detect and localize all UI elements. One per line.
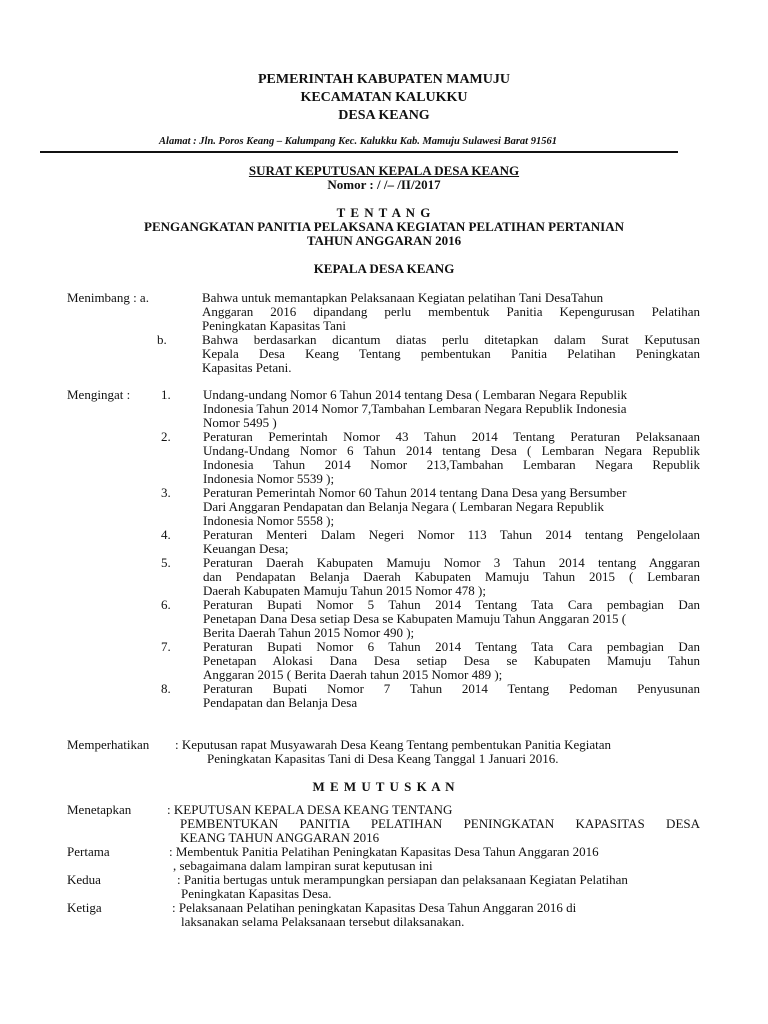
mengingat-item-4-line2: Keuangan Desa; <box>203 541 289 556</box>
menimbang-b-line1: Bahwa berdasarkan dicantum diatas perlu ditetapkan dalam Surat Keputusan <box>202 332 700 347</box>
menimbang-label: Menimbang : a. <box>67 290 149 305</box>
memutuskan-heading: M E M U T U S K A N <box>312 779 456 794</box>
mengingat-item-7-line1: Peraturan Bupati Nomor 6 Tahun 2014 Tentang Tata Cara pembagian Dan <box>203 639 700 654</box>
mengingat-item-2-number: 2. <box>161 429 171 444</box>
mengingat-item-6-line2: Penetapan Dana Desa setiap Desa se Kabupaten Mamuju Tahun Anggaran 2015 ( <box>203 611 627 626</box>
kedua-label: Kedua <box>67 872 101 887</box>
mengingat-item-3-line1: Peraturan Pemerintah Nomor 60 Tahun 2014 tentang Dana Desa yang Bersumber <box>203 485 627 500</box>
mengingat-item-2-line1: Peraturan Pemerintah Nomor 43 Tahun 2014 Tentang Peraturan Pelaksanaan <box>203 429 700 444</box>
letterhead-district: KECAMATAN KALUKKU <box>300 90 468 105</box>
pertama-label: Pertama <box>67 844 110 859</box>
letterhead-government: PEMERINTAH KABUPATEN MAMUJU <box>258 72 510 87</box>
mengingat-item-3-line3: Indonesia Nomor 5558 ); <box>203 513 335 528</box>
decree-subject-line2: TAHUN ANGGARAN 2016 <box>306 233 462 248</box>
letterhead-village: DESA KEANG <box>338 108 430 123</box>
kedua-line1: : Panitia bertugas untuk merampungkan persiapan dan pelaksanaan Kegiatan Pelatihan <box>177 872 628 887</box>
memperhatikan-label: Memperhatikan <box>67 737 150 752</box>
letterhead-address: Alamat : Jln. Poros Keang – Kalumpang Kec. Kalukku Kab. Mamuju Sulawesi Barat 91561 <box>159 136 557 147</box>
mengingat-item-6-number: 6. <box>161 597 171 612</box>
mengingat-item-2-line2: Undang-Undang Nomor 6 Tahun 2014 tentang Desa ( Lembaran Negara Republik <box>203 443 700 458</box>
mengingat-label: Mengingat : <box>67 387 131 402</box>
pertama-line2: , sebagaimana dalam lampiran surat keputusan ini <box>173 858 433 873</box>
mengingat-item-5-line1: Peraturan Daerah Kabupaten Mamuju Nomor 3 Tahun 2014 tentang Anggaran <box>203 555 700 570</box>
menetapkan-line2: PEMBENTUKAN PANITIA PELATIHAN PENINGKATAN KAPASITAS DESA <box>180 816 700 831</box>
kedua-line2: Peningkatan Kapasitas Desa. <box>181 886 332 901</box>
mengingat-item-3-line2: Dari Anggaran Pendapatan dan Belanja Negara ( Lembaran Negara Republik <box>203 499 605 514</box>
letterhead-divider <box>40 151 678 153</box>
mengingat-item-6-line3: Berita Daerah Tahun 2015 Nomor 490 ); <box>203 625 415 640</box>
tentang-heading: T E N T A N G <box>336 205 432 220</box>
mengingat-item-1-line3: Nomor 5495 ) <box>203 415 277 430</box>
menimbang-a-line1: Bahwa untuk memantapkan Pelaksanaan Kegiatan pelatihan Tani DesaTahun <box>202 290 604 305</box>
mengingat-item-8-number: 8. <box>161 681 171 696</box>
menimbang-b-line3: Kapasitas Petani. <box>202 360 292 375</box>
memperhatikan-line2: Peningkatan Kapasitas Tani di Desa Keang Tanggal 1 Januari 2016. <box>207 751 559 766</box>
mengingat-item-3-number: 3. <box>161 485 171 500</box>
mengingat-item-5-number: 5. <box>161 555 171 570</box>
mengingat-item-4-number: 4. <box>161 527 171 542</box>
mengingat-item-1-line1: Undang-undang Nomor 6 Tahun 2014 tentang Desa ( Lembaran Negara Republik <box>203 387 628 402</box>
ketiga-line2: laksanakan selama Pelaksanaan tersebut dilaksanakan. <box>181 914 465 929</box>
decree-title-text: SURAT KEPUTUSAN KEPALA DESA KEANG <box>248 163 520 178</box>
ketiga-line1: : Pelaksanaan Pelatihan peningkatan Kapasitas Desa Tahun Anggaran 2016 di <box>172 900 577 915</box>
mengingat-item-7-line3: Anggaran 2015 ( Berita Daerah tahun 2015 Nomor 489 ); <box>203 667 503 682</box>
mengingat-item-7-line2: Penetapan Alokasi Dana Desa setiap Desa se Kabupaten Mamuju Tahun <box>203 653 700 668</box>
mengingat-item-2-line4: Indonesia Nomor 5539 ); <box>203 471 335 486</box>
mengingat-item-7-number: 7. <box>161 639 171 654</box>
menetapkan-line3: KEANG TAHUN ANGGARAN 2016 <box>180 830 380 845</box>
mengingat-item-2-line3: Indonesia Tahun 2014 Nomor 213,Tambahan Lembaran Negara Republik <box>203 457 700 472</box>
decree-issuer: KEPALA DESA KEANG <box>313 261 455 276</box>
decree-title <box>0 163 768 178</box>
decree-number: Nomor : / /– /II/2017 <box>327 177 441 192</box>
memperhatikan-line1: : Keputusan rapat Musyawarah Desa Keang Tentang pembentukan Panitia Kegiatan <box>175 737 612 752</box>
mengingat-item-1-number: 1. <box>161 387 171 402</box>
menimbang-a-line2: Anggaran 2016 dipandang perlu membentuk Panitia Kepengurusan Pelatihan <box>202 304 700 319</box>
menimbang-b-label: b. <box>157 332 167 347</box>
mengingat-item-4-line1: Peraturan Menteri Dalam Negeri Nomor 113 Tahun 2014 tentang Pengelolaan <box>203 527 700 542</box>
menetapkan-label: Menetapkan <box>67 802 132 817</box>
mengingat-item-6-line1: Peraturan Bupati Nomor 5 Tahun 2014 Tentang Tata Cara pembagian Dan <box>203 597 700 612</box>
pertama-line1: : Membentuk Panitia Pelatihan Peningkatan Kapasitas Desa Tahun Anggaran 2016 <box>169 844 599 859</box>
mengingat-item-1-line2: Indonesia Tahun 2014 Nomor 7,Tambahan Lembaran Negara Republik Indonesia <box>203 401 627 416</box>
ketiga-label: Ketiga <box>67 900 102 915</box>
mengingat-item-5-line3: Daerah Kabupaten Mamuju Tahun 2015 Nomor 478 ); <box>203 583 486 598</box>
menimbang-b-line2: Kepala Desa Keang Tentang pembentukan Panitia Pelatihan Peningkatan <box>202 346 700 361</box>
mengingat-item-5-line2: dan Pendapatan Belanja Daerah Kabupaten Mamuju Tahun 2015 ( Lembaran <box>203 569 700 584</box>
decree-subject-line1: PENGANGKATAN PANITIA PELAKSANA KEGIATAN PELATIHAN PERTANIAN <box>144 219 624 234</box>
mengingat-item-8-line1: Peraturan Bupati Nomor 7 Tahun 2014 Tentang Pedoman Penyusunan <box>203 681 700 696</box>
mengingat-item-8-line2: Pendapatan dan Belanja Desa <box>203 695 358 710</box>
menimbang-a-line3: Peningkatan Kapasitas Tani <box>202 318 346 333</box>
menetapkan-line1: : KEPUTUSAN KEPALA DESA KEANG TENTANG <box>167 802 453 817</box>
